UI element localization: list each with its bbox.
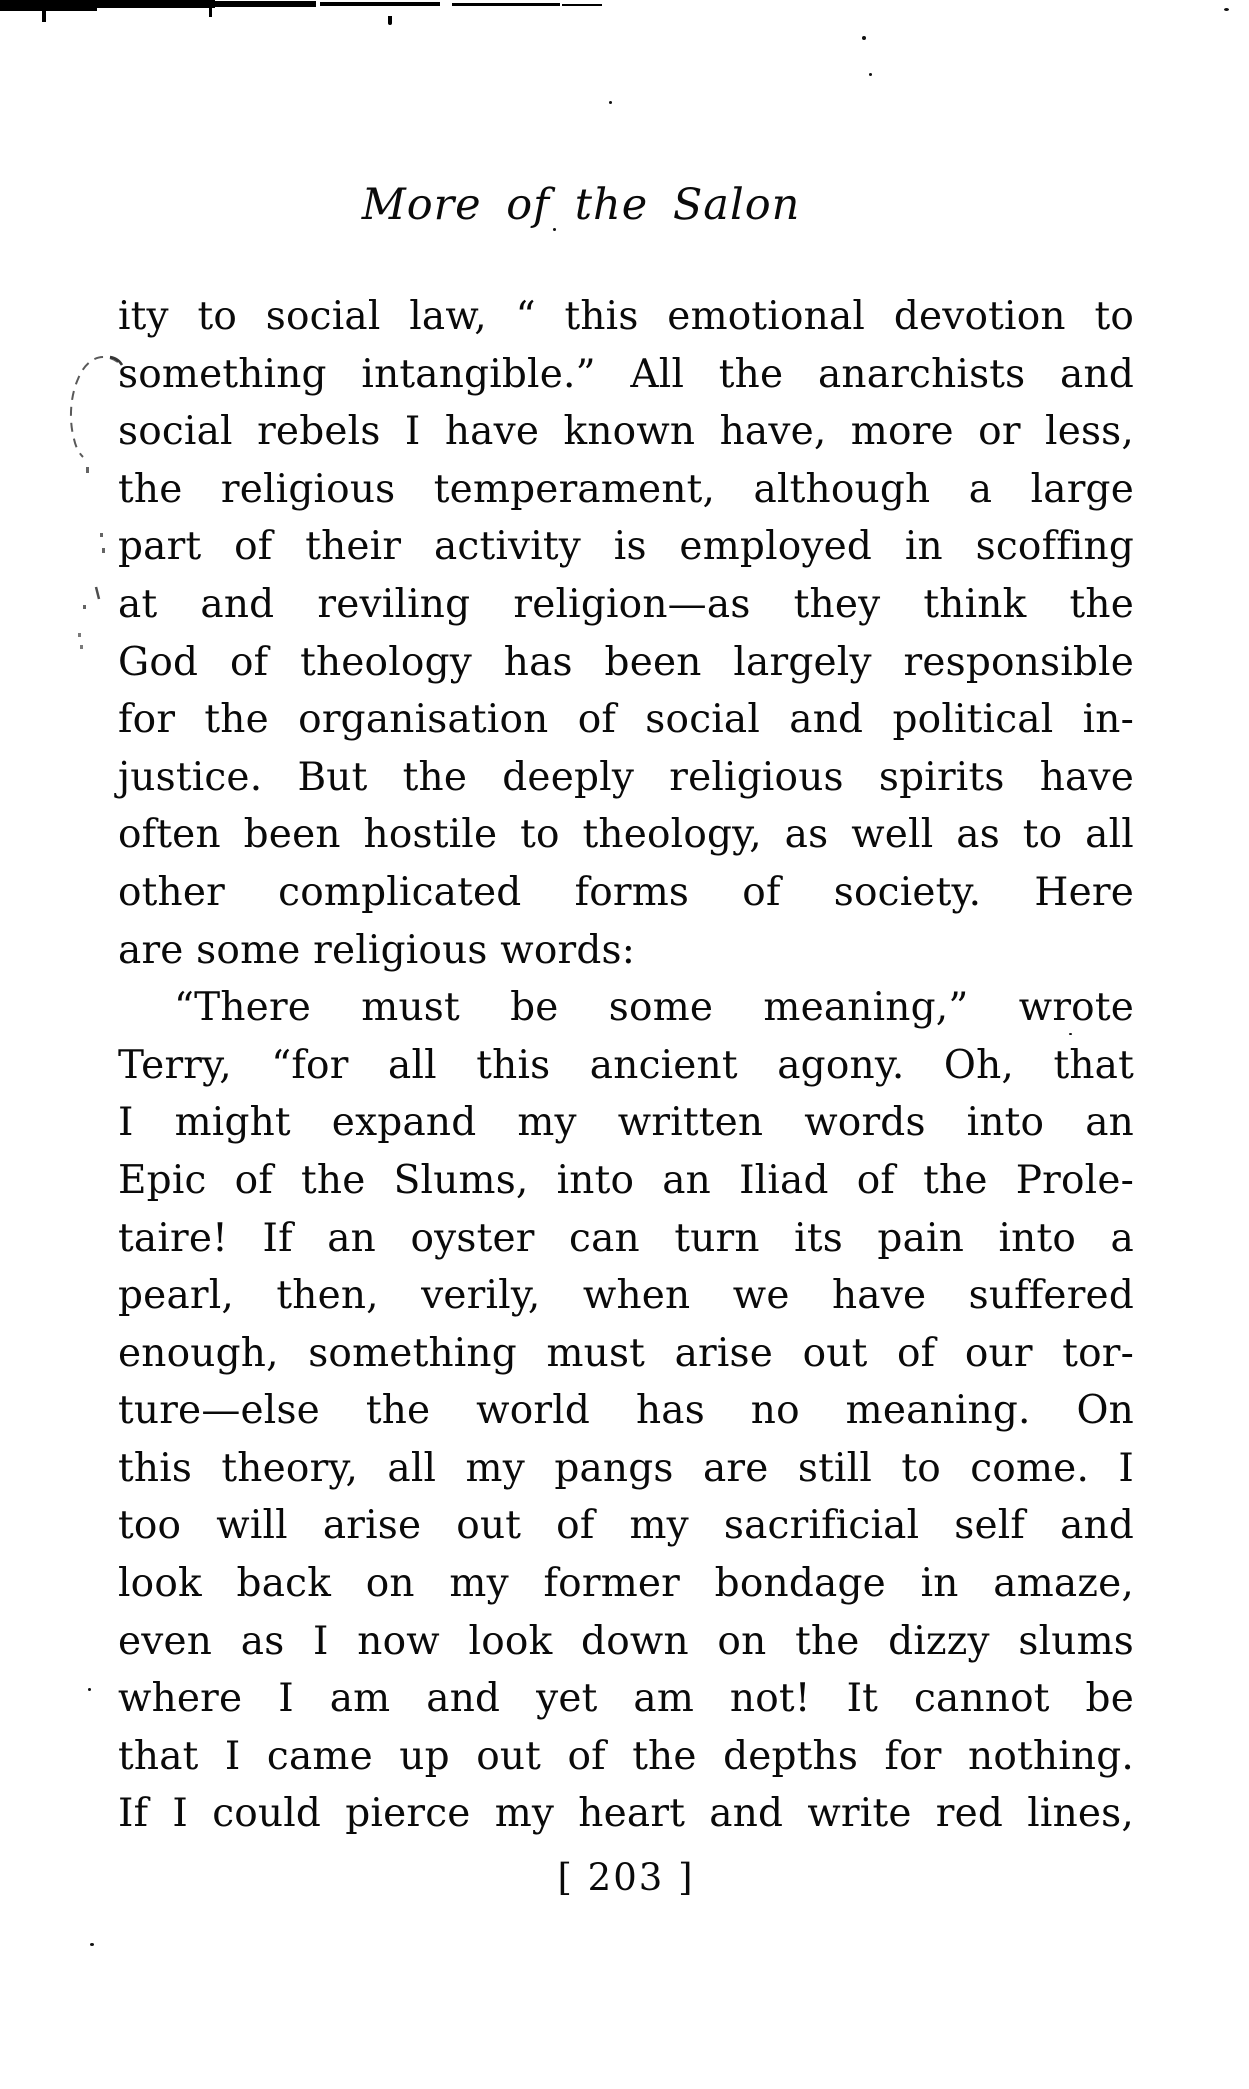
scan-bar-tick xyxy=(42,11,46,22)
text-line: are some religious words: xyxy=(118,927,636,973)
page-title: More of the Salon xyxy=(361,180,801,230)
text-line: I might expand my written words into an xyxy=(118,1100,1134,1146)
text-line: ity to social law, “ this emotional devotion to xyxy=(118,294,1134,339)
text-line: the religious temperament, although a large xyxy=(118,466,1134,512)
text-line: at and reviling religion—as they think the xyxy=(118,581,1134,627)
text-line: something intangible.” All the anarchists and xyxy=(118,351,1134,397)
ink-speck xyxy=(609,101,612,104)
text-line: often been hostile to theology, as well as to all xyxy=(118,812,1134,858)
text-line: part of their activity is employed in scoffing xyxy=(118,524,1134,570)
text-line: Epic of the Slums, into an Iliad of the Prole- xyxy=(118,1157,1134,1203)
text-line: other complicated forms of society. Here xyxy=(118,869,1134,915)
text-line: God of theology has been largely responsible xyxy=(118,639,1134,685)
text-line: ture—else the world has no meaning. On xyxy=(118,1388,1134,1434)
text-line: for the organisation of social and political in- xyxy=(118,697,1134,743)
ink-speck xyxy=(1224,8,1229,11)
ink-speck xyxy=(869,73,872,76)
scan-bar-segment xyxy=(0,0,97,11)
text-line: enough, something must arise out of our tor- xyxy=(118,1330,1134,1376)
text-line: even as I now look down on the dizzy slums xyxy=(118,1618,1134,1664)
page-number: [ 203 ] xyxy=(557,1856,695,1899)
ink-speck xyxy=(90,1943,94,1946)
text-line: taire! If an oyster can turn its pain into a xyxy=(118,1215,1134,1261)
text-line: that I came up out of the depths for nothing. xyxy=(118,1733,1134,1779)
scan-bar-segment xyxy=(320,2,440,6)
text-line: social rebels I have known have, more or less, xyxy=(118,409,1134,455)
text-line: this theory, all my pangs are still to come. I xyxy=(118,1445,1134,1491)
ink-speck xyxy=(862,36,866,40)
body-text xyxy=(118,288,1134,1843)
scan-bar-segment xyxy=(215,1,316,7)
text-line: If I could pierce my heart and write red lines, xyxy=(118,1791,1134,1837)
text-line: Terry, “for all this ancient agony. Oh, that xyxy=(118,1042,1134,1088)
text-line: where I am and yet am not! It cannot be xyxy=(118,1676,1134,1722)
text-line: look back on my former bondage in amaze, xyxy=(118,1561,1134,1607)
scan-bar-tick xyxy=(209,8,212,17)
scan-bar-segment xyxy=(452,3,560,6)
text-line: “There must be some meaning,” wrote xyxy=(174,985,1134,1031)
ink-speck xyxy=(88,1688,91,1691)
text-line: too will arise out of my sacrificial self and xyxy=(118,1503,1134,1549)
scan-bar-segment xyxy=(562,4,602,6)
text-line: pearl, then, verily, when we have suffered xyxy=(118,1273,1134,1319)
scan-bar-segment xyxy=(97,0,215,8)
text-line: justice. But the deeply religious spirits have xyxy=(118,754,1134,800)
scan-bar-tick xyxy=(388,16,392,25)
